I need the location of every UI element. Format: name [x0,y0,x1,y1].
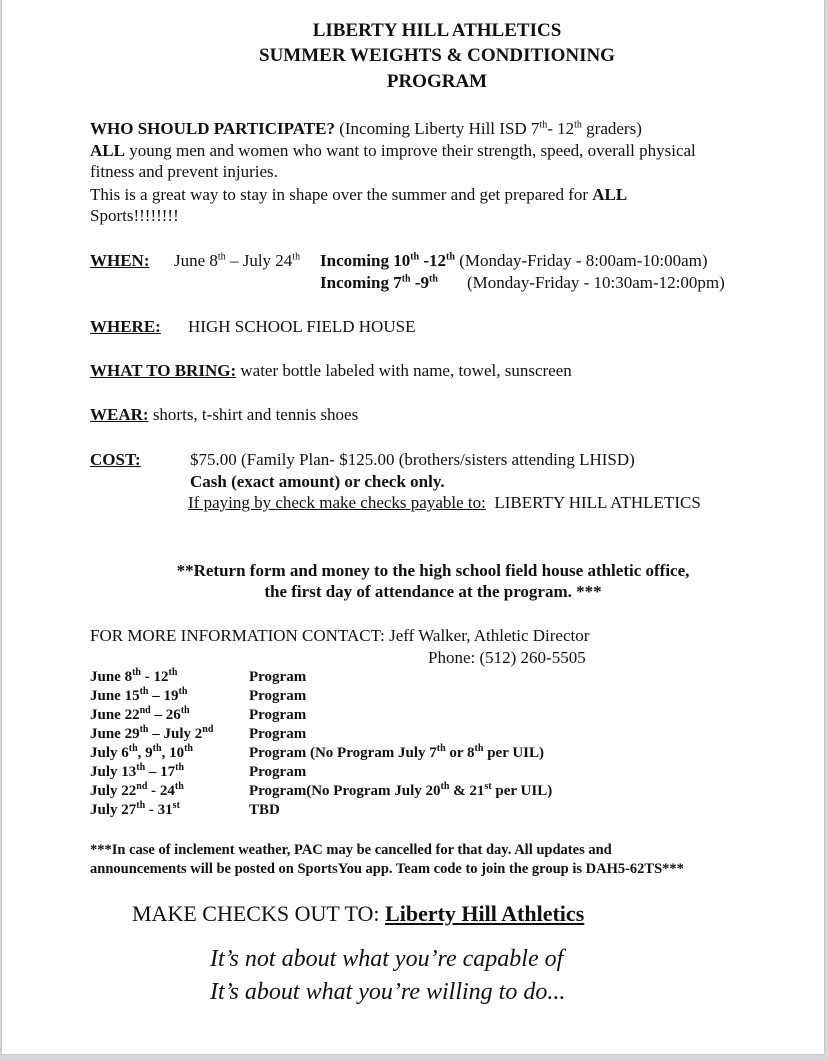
schedule-row [90,744,690,763]
schedule-event: Program [249,669,307,685]
schedule-event: Program [249,764,307,780]
contact-phone: Phone: (512) 260-5505 [428,648,586,667]
return-note-line-2: the first day of attendance at the program. *** [264,582,602,601]
when-group-2: Incoming 7th -9th [320,273,438,292]
schedule-row [90,687,690,706]
where-value: HIGH SCHOOL FIELD HOUSE [188,317,416,336]
schedule-list [90,668,690,820]
schedule-dates: June 22nd – 26th [90,705,190,723]
when-group-2-time: (Monday-Friday - 10:30am-12:00pm) [467,273,725,292]
schedule-dates: July 27th - 31st [90,800,180,818]
cost-line-2: Cash (exact amount) or check only. [190,472,445,491]
checks-line: MAKE CHECKS OUT TO: Liberty Hill Athletics [132,901,585,926]
schedule-row [90,668,690,687]
schedule-event: Program (No Program July 7th or 8th per UIL) [249,743,545,761]
contact-line-1: FOR MORE INFORMATION CONTACT: Jeff Walker, Athletic Director [90,626,590,645]
who-line-1 [90,119,642,139]
schedule-row [90,706,690,725]
weather-note-line-1: ***In case of inclement weather, PAC may be cancelled for that day. All updates and [90,842,612,858]
return-note-line-1: **Return form and money to the high school field house athletic office, [176,561,690,580]
schedule-row [90,782,690,801]
schedule-event: Program [249,726,307,742]
schedule-event: Program(No Program July 20th & 21st per UIL) [249,781,553,799]
schedule-event: TBD [249,802,280,818]
schedule-dates: June 15th – 19th [90,686,188,704]
title-line-2: SUMMER WEIGHTS & CONDITIONING [259,45,615,66]
schedule-row [90,763,690,782]
who-line-4: This is a great way to stay in shape over the summer and get prepared for ALL [90,185,628,204]
when-label: WHEN: [90,251,150,270]
who-line-2: ALL young men and women who want to improve their strength, speed, overall physical [90,141,696,160]
title-line-3: PROGRAM [386,71,488,92]
who-line-5: Sports!!!!!!!! [90,206,179,225]
bring-line: WHAT TO BRING: water bottle labeled with name, towel, sunscreen [90,361,572,380]
who-line-3: fitness and prevent injuries. [90,162,278,181]
schedule-row [90,725,690,744]
when-group-1: Incoming 10th -12th (Monday-Friday - 8:00am-10:00am) [320,251,708,270]
weather-note-line-2: announcements will be posted on SportsYou app. Team code to join the group is DAH5-62TS*** [90,861,684,877]
schedule-dates: July 22nd - 24th [90,781,184,799]
who-label: WHO SHOULD PARTICIPATE? [90,119,335,138]
schedule-event: Program [249,688,307,704]
schedule-dates: June 29th – July 2nd [90,724,214,742]
checks-payee: Liberty Hill Athletics [385,901,585,926]
schedule-row [90,801,690,820]
wear-line: WEAR: shorts, t-shirt and tennis shoes [90,405,359,424]
cost-line-1: $75.00 (Family Plan- $125.00 (brothers/sisters attending LHISD) [190,450,635,469]
quote-line-1: It’s not about what you’re capable of [210,946,564,972]
schedule-dates: June 8th - 12th [90,667,178,685]
quote-line-2: It’s about what you’re willing to do... [210,979,566,1005]
schedule-dates: July 6th, 9th, 10th [90,743,193,761]
who-detail: (Incoming Liberty Hill ISD 7th- 12th graders) [339,119,642,138]
cost-line-3: If paying by check make checks payable to: LIBERTY HILL ATHLETICS [188,493,701,512]
flyer-page [2,0,824,1054]
cost-label: COST: [90,450,141,469]
schedule-event: Program [249,707,307,723]
when-dates: June 8th – July 24th [174,251,301,270]
where-label: WHERE: [90,317,161,336]
title-line-1: LIBERTY HILL ATHLETICS [312,20,562,41]
schedule-dates: July 13th – 17th [90,762,185,780]
